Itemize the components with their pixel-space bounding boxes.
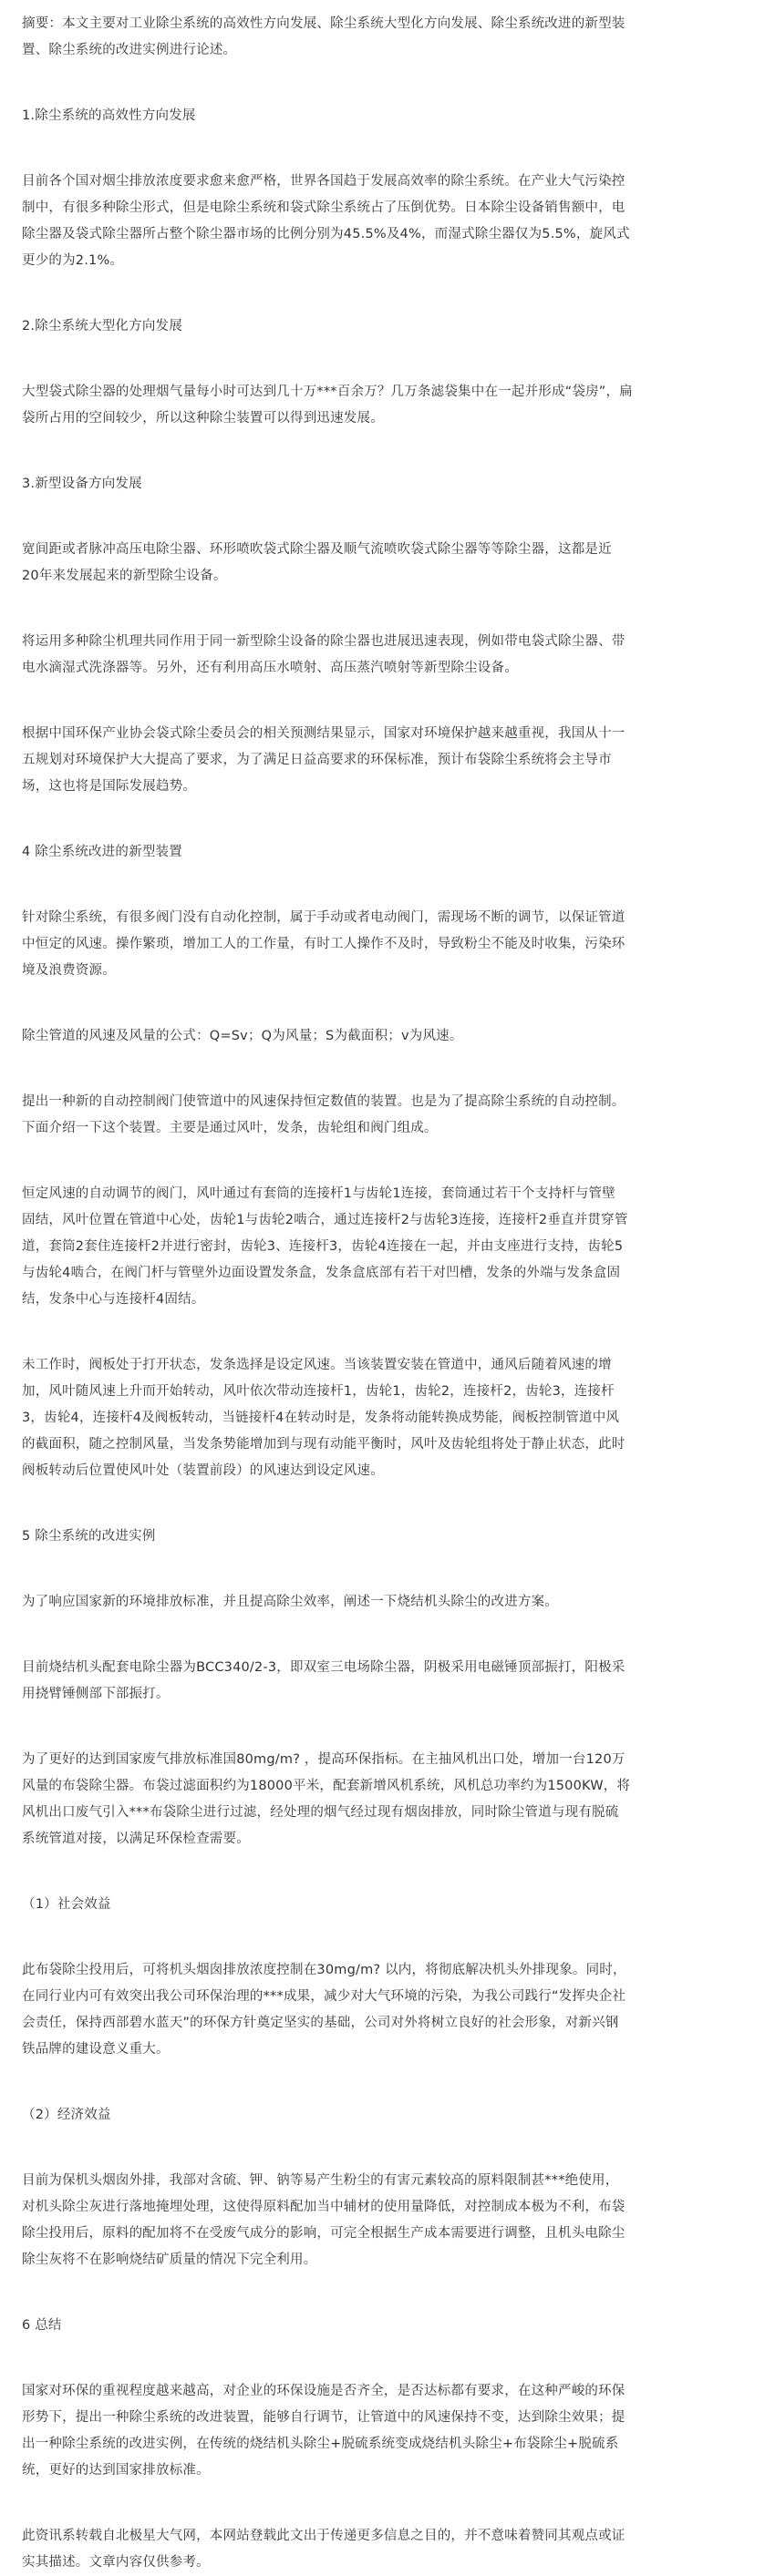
- paragraph-text: [22, 2168, 743, 2273]
- text-line: 根据中国环保产业协会袋式除尘委员会的相关预测结果显示，国家对环境保护越来越重视，我国从十一: [22, 726, 625, 741]
- text-line: 对机头除尘灰进行落地掩埋处理，这使得原料配加当中辅材的使用量降低，对控制成本极为不利，布袋: [22, 2200, 625, 2214]
- text-line: 除尘管道的风速及风量的公式：Q=Sv；Q为风量；S为截面积；v为风速。: [22, 1029, 463, 1043]
- paragraph-text: [22, 1352, 743, 1484]
- paragraph: [22, 379, 743, 432]
- paragraph: [22, 2102, 743, 2129]
- text-line: 境及浪费资源。: [22, 963, 116, 978]
- text-line: 2.除尘系统大型化方向发展: [22, 319, 182, 334]
- text-line: 实其描述。文章内容仅供参考。: [22, 2555, 210, 2570]
- text-line: 与齿轮4啮合，在阀门杆与管壁外边面设置发条盒，发条盒底部有若干对凹槽，发条的外端与发条盒固: [22, 1266, 621, 1280]
- text-line: 3.新型设备方向发展: [22, 477, 142, 491]
- paragraph-text: [22, 2102, 743, 2129]
- heading-text: [22, 313, 743, 340]
- text-line: 此资讯系转载自北极星大气网，本网站登载此文出于传递更多信息之目的，并不意味着赞同其观点或证: [22, 2529, 625, 2543]
- text-line: 目前烧结机头配套电除尘器为BCC340/2-3，即双室三电场除尘器，阴极采用电磁锤顶部振打，阳极采: [22, 1660, 625, 1675]
- paragraph-text: [22, 1892, 743, 1918]
- text-line: 中恒定的风速。操作繁琐，增加工人的工作量，有时工人操作不及时，导致粉尘不能及时收集，污染环: [22, 937, 625, 951]
- heading-text: [22, 1524, 743, 1550]
- paragraph-text: [22, 1957, 743, 2063]
- text-line: 置、除尘系统的改进实例进行论述。: [22, 43, 237, 57]
- paragraph: [22, 1023, 743, 1050]
- paragraph-text: [22, 2378, 743, 2484]
- text-line: 为了更好的达到国家废气排放标准国80mg/m? ，提高环保指标。在主抽风机出口处，增加一台120万: [22, 1752, 625, 1767]
- text-line: 风量的布袋除尘器。布袋过滤面积约为18000平米，配套新增风机系统，风机总功率约为1500KW，将: [22, 1779, 631, 1793]
- text-line: 制中，有很多种除尘形式，但是电除尘系统和袋式除尘系统占了压倒优势。日本除尘设备销售额中，电: [22, 200, 625, 215]
- paragraph: [22, 1892, 743, 1918]
- text-line: 5 除尘系统的改进实例: [22, 1529, 156, 1544]
- text-line: 针对除尘系统，有很多阀门没有自动化控制，属于手动或者电动阀门，需现场不断的调节，以保证管道: [22, 910, 625, 925]
- paragraph: [22, 1352, 743, 1484]
- text-line: 电水滴湿式洗涤器等。另外，还有利用高压水喷射、高压蒸汽喷射等新型除尘设备。: [22, 661, 518, 675]
- text-line: 20年来发展起来的新型除尘设备。: [22, 569, 227, 583]
- paragraph: [22, 1655, 743, 1708]
- text-line: 除尘器及袋式除尘器所占整个除尘器市场的比例分别为45.5%及4%，而湿式除尘器仅为5.5%，旋风式: [22, 227, 630, 241]
- paragraph-text: [22, 629, 743, 682]
- text-line: 目前各个国对烟尘排放浓度要求愈来愈严格，世界各国趋于发展高效率的除尘系统。在产业大气污染控: [22, 174, 625, 189]
- heading-text: [22, 839, 743, 866]
- text-line: 道，套筒2套住连接杆2并进行密封，齿轮3、连接杆3，齿轮4连接在一起，并由支座进行支持，齿轮5: [22, 1239, 624, 1254]
- text-line: 3，齿轮4，连接杆4及阀板转动，当链接杆4在转动时是，发条将动能转换成势能，阀板控制管道中风: [22, 1411, 620, 1425]
- text-line: 五规划对环境保护大大提高了要求，为了满足日益高要求的环保标准，预计布袋除尘系统将会主导市: [22, 753, 612, 767]
- section-heading: [22, 471, 743, 498]
- paragraph: [22, 2168, 743, 2273]
- text-line: 除尘灰将不在影响烧结矿质量的情况下完全利用。: [22, 2253, 317, 2267]
- text-line: 铁品牌的建设意义重大。: [22, 2042, 170, 2057]
- paragraph: [22, 1957, 743, 2063]
- paragraph: [22, 629, 743, 682]
- text-line: 国家对环保的重视程度越来越高，对企业的环保设施是否齐全，是否达标都有要求，在这种严峻的环保: [22, 2384, 625, 2398]
- text-line: 用挠臂锤侧部下部振打。: [22, 1687, 170, 1701]
- heading-text: [22, 103, 743, 129]
- text-line: 将运用多种除尘机理共同作用于同一新型除尘设备的除尘器也进展迅速表现，例如带电袋式除尘器、带: [22, 634, 625, 649]
- text-line: 目前为保机头烟囱外排，我部对含硫、钾、钠等易产生粉尘的有害元素较高的原料限制甚***绝使用，: [22, 2173, 619, 2188]
- paragraph: [22, 11, 743, 64]
- paragraph: [22, 1181, 743, 1313]
- paragraph-text: [22, 1181, 743, 1313]
- text-line: 在同行业内可有效突出我公司环保治理的***成果，减少对大气环境的污染，为我公司践行“发挥央企社: [22, 1989, 626, 2004]
- text-line: 1.除尘系统的高效性方向发展: [22, 108, 196, 123]
- paragraph-text: [22, 169, 743, 274]
- heading-text: [22, 471, 743, 498]
- paragraph: [22, 537, 743, 590]
- text-line: （1）社会效益: [22, 1897, 111, 1912]
- paragraph-text: [22, 1655, 743, 1708]
- paragraph-text: [22, 379, 743, 432]
- text-line: 摘要：本文主要对工业除尘系统的高效性方向发展、除尘系统大型化方向发展、除尘系统改进的新型装: [22, 16, 625, 31]
- heading-text: [22, 2313, 743, 2339]
- paragraph: [22, 1089, 743, 1142]
- paragraph-text: [22, 1589, 743, 1616]
- paragraph-text: [22, 537, 743, 590]
- text-line: 大型袋式除尘器的处理烟气量每小时可达到几十万***百余万？几万条滤袋集中在一起并形成“袋房”，扁: [22, 385, 633, 399]
- text-line: 固结，风叶位置在管道中心处，齿轮1与齿轮2啮合，通过连接杆2与齿轮3连接，连接杆2垂直并贯穿管: [22, 1213, 628, 1227]
- text-line: 系统管道对接，以满足环保检查需要。: [22, 1832, 250, 1846]
- paragraph-text: [22, 721, 743, 800]
- text-line: 统，更好的达到国家排放标准。: [22, 2463, 210, 2478]
- text-line: 结，发条中心与连接杆4固结。: [22, 1292, 205, 1307]
- section-heading: [22, 1524, 743, 1550]
- paragraph-text: [22, 1089, 743, 1142]
- text-line: 宽间距或者脉冲高压电除尘器、环形喷吹袋式除尘器及顺气流喷吹袋式除尘器等等除尘器，这都是近: [22, 542, 612, 557]
- text-line: 6 总结: [22, 2318, 62, 2333]
- section-heading: [22, 103, 743, 129]
- text-line: （2）经济效益: [22, 2108, 111, 2122]
- text-line: 4 除尘系统改进的新型装置: [22, 845, 182, 859]
- text-line: 会责任，保持西部碧水蓝天”的环保方针奠定坚实的基础，公司对外将树立良好的社会形象，对新兴钢: [22, 2016, 619, 2030]
- paragraph: [22, 169, 743, 274]
- section-heading: [22, 313, 743, 340]
- section-heading: [22, 2313, 743, 2339]
- text-line: 恒定风速的自动调节的阀门，风叶通过有套筒的连接杆1与齿轮1连接，套筒通过若干个支持杆与管壁: [22, 1186, 615, 1201]
- text-line: 的截面积，随之控制风量，当发条势能增加到与现有动能平衡时，风叶及齿轮组将处于静止状态，此时: [22, 1437, 625, 1452]
- text-line: 形势下，提出一种除尘系统的改进装置，能够自行调节，让管道中的风速保持不变，达到除尘效果；提: [22, 2410, 625, 2425]
- text-line: 更少的为2.1%。: [22, 253, 124, 268]
- paragraph-text: [22, 11, 743, 64]
- paragraph: [22, 905, 743, 984]
- text-line: 除尘投用后，原料的配加将不在受废气成分的影响，可完全根据生产成本需要进行调整，且机头电除尘: [22, 2226, 625, 2241]
- paragraph-text: [22, 1747, 743, 1852]
- paragraph: [22, 2378, 743, 2484]
- text-line: 未工作时，阀板处于打开状态，发条选择是设定风速。当该装置安装在管道中，通风后随着风速的增: [22, 1358, 612, 1372]
- text-line: 下面介绍一下这个装置。主要是通过风叶，发条，齿轮组和阀门组成。: [22, 1121, 438, 1135]
- paragraph-text: [22, 905, 743, 984]
- text-line: 此布袋除尘投用后，可将机头烟囱排放浓度控制在30mg/m? 以内，将彻底解决机头外排现象。同时，: [22, 1963, 626, 1977]
- paragraph-text: [22, 1023, 743, 1050]
- section-heading: [22, 839, 743, 866]
- text-line: 出一种除尘系统的改进实例，在传统的烧结机头除尘+脱硫系统变成烧结机头除尘+布袋除尘+脱硫系: [22, 2437, 619, 2451]
- text-line: 阀板转动后位置使风叶处（装置前段）的风速达到设定风速。: [22, 1463, 384, 1478]
- text-line: 袋所占用的空间较少，所以这种除尘装置可以得到迅速发展。: [22, 411, 384, 426]
- paragraph-text: [22, 2523, 743, 2576]
- text-line: 提出一种新的自动控制阀门使管道中的风速保持恒定数值的装置。也是为了提高除尘系统的自动控制。: [22, 1094, 625, 1109]
- text-line: 加，风叶随风速上升而开始转动，风叶依次带动连接杆1，齿轮1，齿轮2，连接杆2，齿轮3，连接杆: [22, 1384, 615, 1399]
- paragraph: [22, 1747, 743, 1852]
- paragraph: [22, 2523, 743, 2576]
- text-line: 场，这也将是国际发展趋势。: [22, 779, 197, 794]
- paragraph: [22, 721, 743, 800]
- paragraph: [22, 1589, 743, 1616]
- text-line: 为了响应国家新的环境排放标准，并且提高除尘效率，阐述一下烧结机头除尘的改进方案。: [22, 1595, 558, 1609]
- text-line: 风机出口废气引入***布袋除尘进行过滤，经处理的烟气经过现有烟囱排放，同时除尘管道与现有脱硫: [22, 1805, 619, 1820]
